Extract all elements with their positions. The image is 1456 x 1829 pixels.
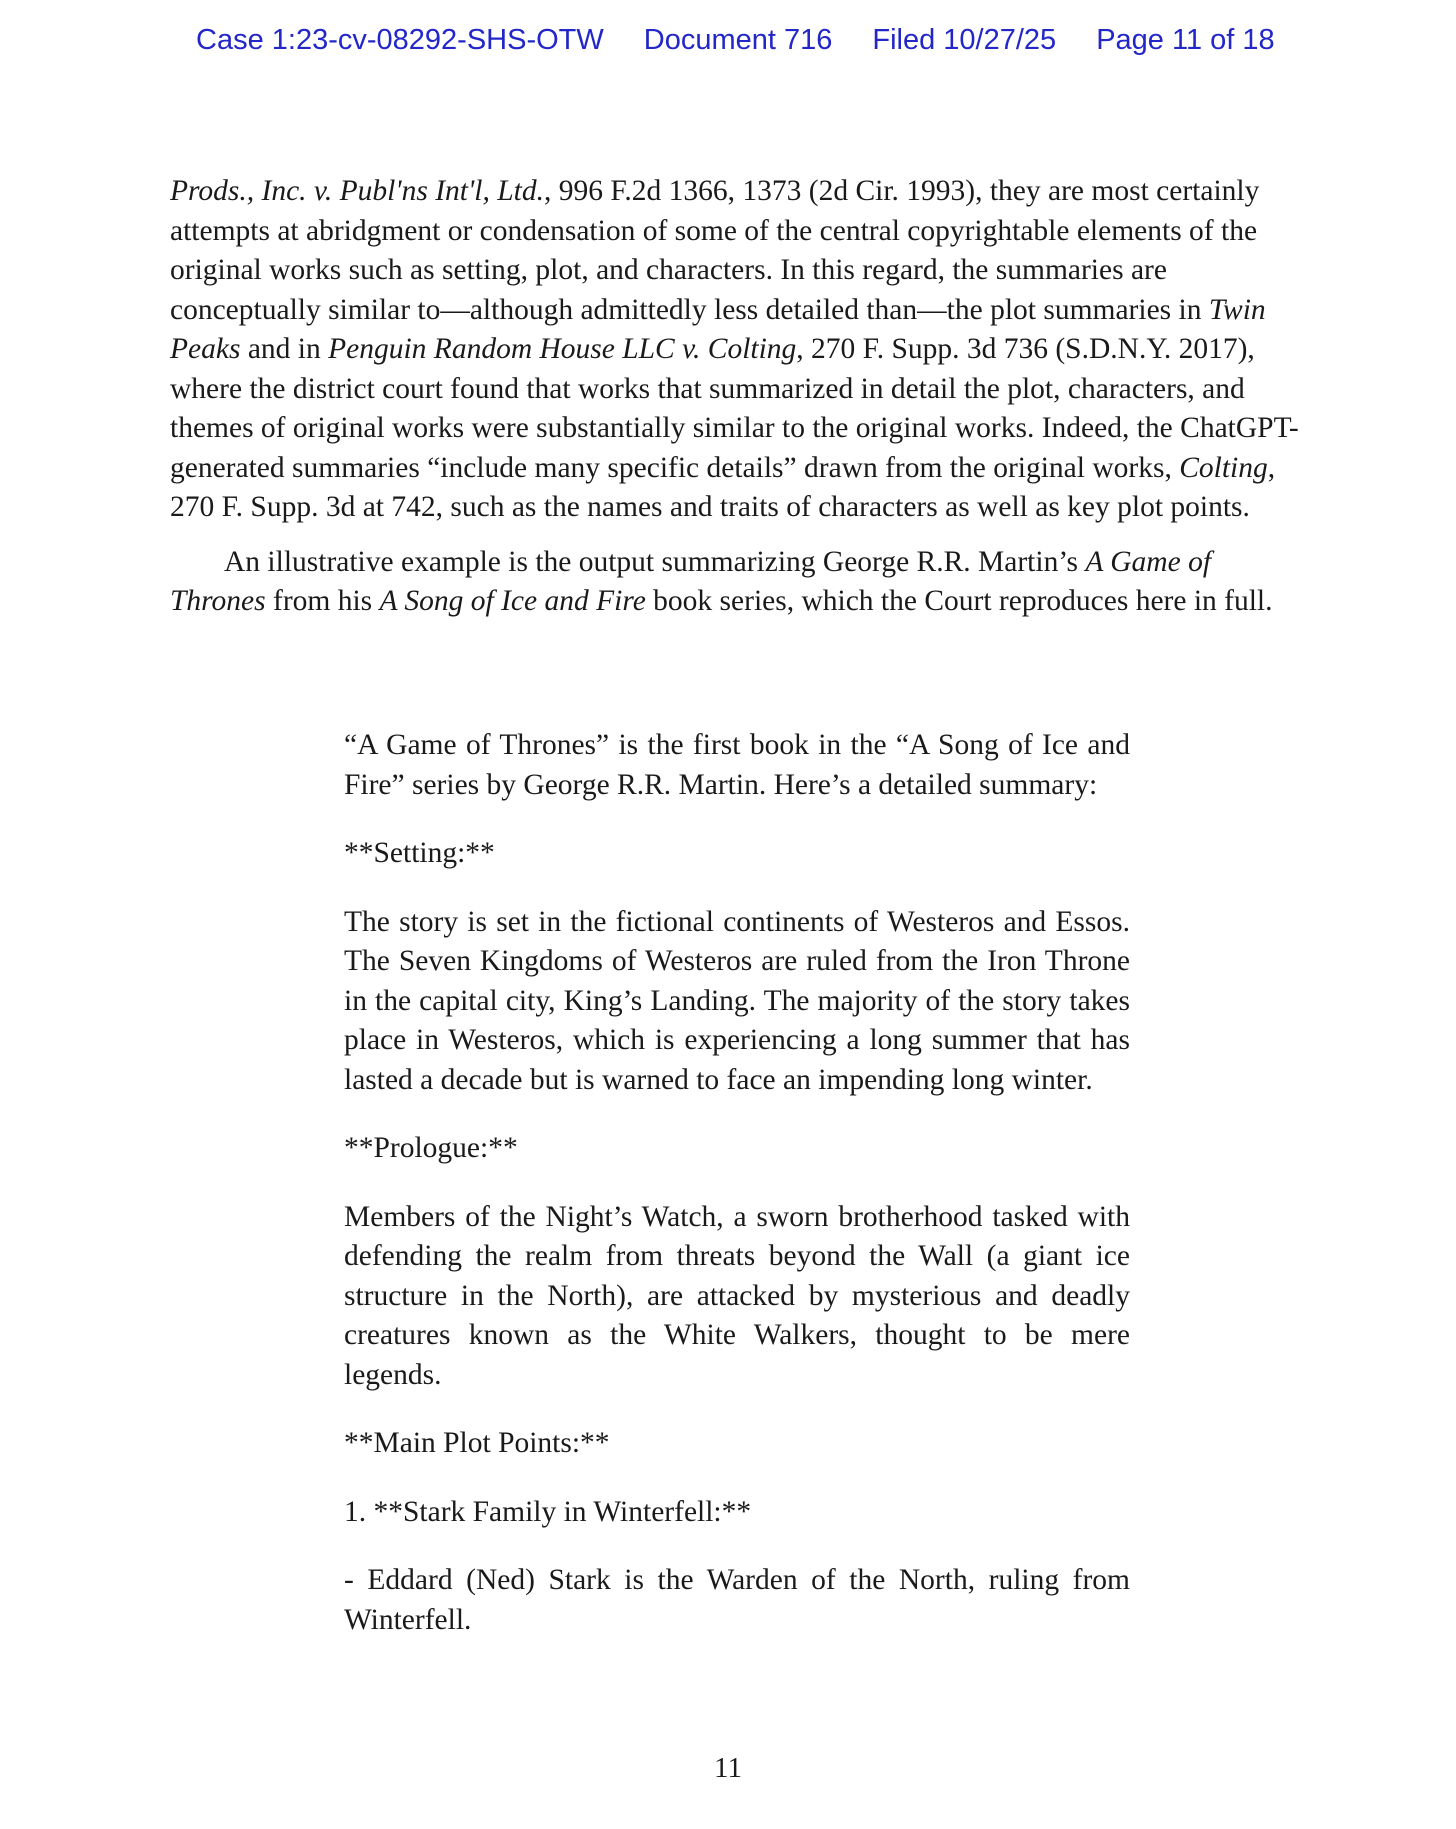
book-title-got: A Game of Thrones: [170, 545, 1212, 617]
paragraph-2: [170, 543, 1304, 622]
block-quote-summary: [344, 726, 1130, 1669]
case-header: [196, 24, 1296, 57]
quote-prologue-heading: **Prologue:**: [344, 1132, 518, 1164]
series-title-asoiaf: A Song of Ice and Fire: [379, 585, 646, 617]
opinion-body: [170, 172, 1304, 622]
quote-intro: “A Game of Thrones” is the first book in the “A Song of Ice and Fire” series by George R.R. Martin. Here’s a detailed summary:: [344, 729, 1130, 801]
document-number: Document 716: [643, 24, 833, 56]
quote-plot-item-1: 1. **Stark Family in Winterfell:**: [344, 1495, 752, 1528]
filed-date: Filed 10/27/25: [872, 24, 1057, 56]
case-citation-prods: Prods., Inc. v. Publ'ns Int'l, Ltd.: [170, 175, 544, 207]
paragraph-1-text-d: , 270 F. Supp. 3d at 742, such as the names and traits of characters as well as key plot points.: [170, 451, 1276, 523]
case-number: Case 1:23-cv-08292-SHS-OTW: [196, 24, 604, 56]
quote-prologue-text: Members of the Night’s Watch, a sworn brotherhood tasked with defending the realm from threats beyond the Wall (a giant ice structure in the North), are attacked by mysterious and deadly creatures known as the White Walkers, thought to be mere legends.: [344, 1200, 1130, 1391]
quote-setting-heading: **Setting:**: [344, 837, 495, 869]
case-citation-twin-peaks: Twin Peaks: [170, 293, 1266, 365]
paragraph-2-text-b: from his: [265, 585, 380, 617]
paragraph-1-text-a: , 996 F.2d 1366, 1373 (2d Cir. 1993), they are most certainly attempts at abridgment or condensation of some of the central copyrightable elements of the original works such as setting, plot, and characters. In this regard, the summaries are conceptually similar to—although admittedly less detailed than—the plot summaries in: [170, 175, 1260, 326]
paragraph-2-text-a: An illustrative example is the output summarizing George R.R. Martin’s: [224, 545, 1086, 578]
quote-plot-heading: **Main Plot Points:**: [344, 1427, 610, 1459]
case-citation-penguin: Penguin Random House LLC v. Colting: [328, 333, 797, 365]
case-citation-colting: Colting: [1179, 451, 1268, 484]
paragraph-1-text-c: , 270 F. Supp. 3d 736 (S.D.N.Y. 2017), where the district court found that works that summarized in detail the plot, characters, and themes of original works were substantially similar to the original works. Indeed, the ChatGPT-generated summaries “include many specific details” drawn from the original works,: [170, 333, 1299, 484]
paragraph-2-text-c: book series, which the Court reproduces here in full.: [645, 585, 1273, 617]
quote-setting-text: The story is set in the fictional continents of Westeros and Essos. The Seven Kingdoms of Westeros are ruled from the Iron Throne in the capital city, King’s Landing. The majority of the story takes place in Westeros, which is experiencing a long summer that has lasted a decade but is warned to face an impending long winter.: [344, 905, 1130, 1096]
page-number: 11: [714, 1752, 742, 1784]
paragraph-1: [170, 172, 1304, 528]
paragraph-1-text-b: and in: [240, 333, 329, 365]
page-indicator: Page 11 of 18: [1096, 24, 1275, 56]
quote-plot-item-1-detail: - Eddard (Ned) Stark is the Warden of the North, ruling from Winterfell.: [344, 1564, 1130, 1636]
